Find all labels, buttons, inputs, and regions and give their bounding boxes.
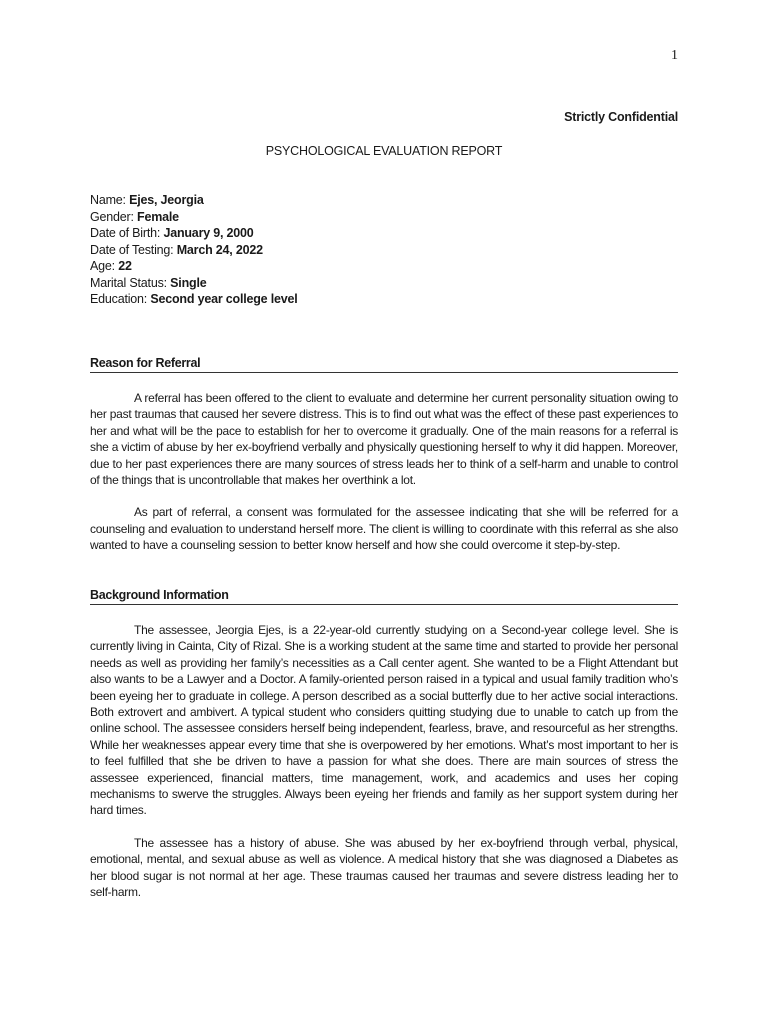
background-paragraph: The assessee has a history of abuse. She was abused by her ex-boyfriend through verbal, physical, emotional, mental, and sexual abuse as well as violence. A medical history that she was diagnosed a Diabetes as her blood sugar is not normal at her age. These traumas caused her traumas and severe distress leading her to self-harm. (90, 835, 678, 900)
gender-value: Female (137, 209, 179, 224)
dob-value: January 9, 2000 (163, 226, 254, 240)
dob-label: Date of Birth: (90, 226, 164, 240)
name-value: Ejes, Jeorgia (129, 193, 204, 207)
referral-paragraph: As part of referral, a consent was formulated for the assessee indicating that she will be referred for a counseling and evaluation to understand herself more. The client is willing to coordinate with this referral as she also wanted to have a counseling session to better know herself and how she could overcome it step-by-step. (90, 505, 678, 553)
background-paragraph: The assessee, Jeorgia Ejes, is a 22-year-old currently studying on a Second-year college level. She is currently living in Cainta, City of Rizal. She is a working student at the same time and started to provide her personal needs as well as providing her family’s necessities as a Call center agent. She wanted to be a Flight Attendant but also wants to be a Lawyer and a Doctor. A family-oriented person raised in a typical and usual family tradition who’s been eyeing her to graduate in college. A person described as a social butterfly due to her active social interactions. Both extrovert and ambivert. A typical student who considers quitting studying due to unable to catch up from the online school. The assessee considers herself being independent, fearless, brave, and resourceful as her strengths. While her weaknesses appear every time that she is overpowered by her emotions. What’s most important to her is to feel fulfilled that she be driven to have a passion for what she does. There are main sources of stress the assessee experienced, financial matters, time management, work, and academics and uses her coping mechanisms to swerve the struggles. Always been eyeing her friends and family as her support system during her hard times. (90, 623, 678, 818)
info-row-education (90, 291, 298, 308)
info-row-age (90, 258, 298, 275)
info-row-gender (90, 209, 298, 226)
reason-for-referral-heading: Reason for Referral (90, 356, 678, 373)
marital-status-label: Marital Status: (90, 275, 171, 290)
age-value: 22 (118, 259, 132, 273)
confidentiality-label: Strictly Confidential (564, 110, 678, 124)
page-number: 1 (671, 48, 678, 63)
education-label: Education: (90, 292, 151, 306)
testing-date-label: Date of Testing: (90, 242, 177, 257)
gender-label: Gender: (90, 209, 138, 224)
info-row-testing-date (90, 242, 298, 259)
background-information-section (90, 588, 678, 901)
referral-paragraph: A referral has been offered to the client to evaluate and determine her current personality situation owing to her past traumas that caused her severe distress. This is to find out what was the effect of these past experiences to her and what will be the pace to establish for her to overcome it gradually. One of the main reasons for a referral is she a victim of abuse by her ex-boyfriend verbally and physically questioning herself to why it did happen. Moreover, due to her past experiences there are many sources of stress leads her to think of a self-harm and unable to control of the things that is uncontrollable that makes her overthink a lot. (90, 391, 678, 488)
report-title: PSYCHOLOGICAL EVALUATION REPORT (265, 144, 503, 158)
age-label: Age: (90, 259, 119, 273)
info-row-dob (90, 225, 298, 242)
info-row-marital-status (90, 275, 298, 292)
name-label: Name: (90, 193, 130, 207)
client-info-block (90, 192, 298, 308)
info-row-name (90, 192, 298, 209)
reason-for-referral-section (90, 356, 678, 554)
marital-status-value: Single (170, 275, 207, 290)
education-value: Second year college level (150, 292, 298, 306)
background-information-heading: Background Information (90, 588, 678, 605)
testing-date-value: March 24, 2022 (176, 242, 263, 257)
